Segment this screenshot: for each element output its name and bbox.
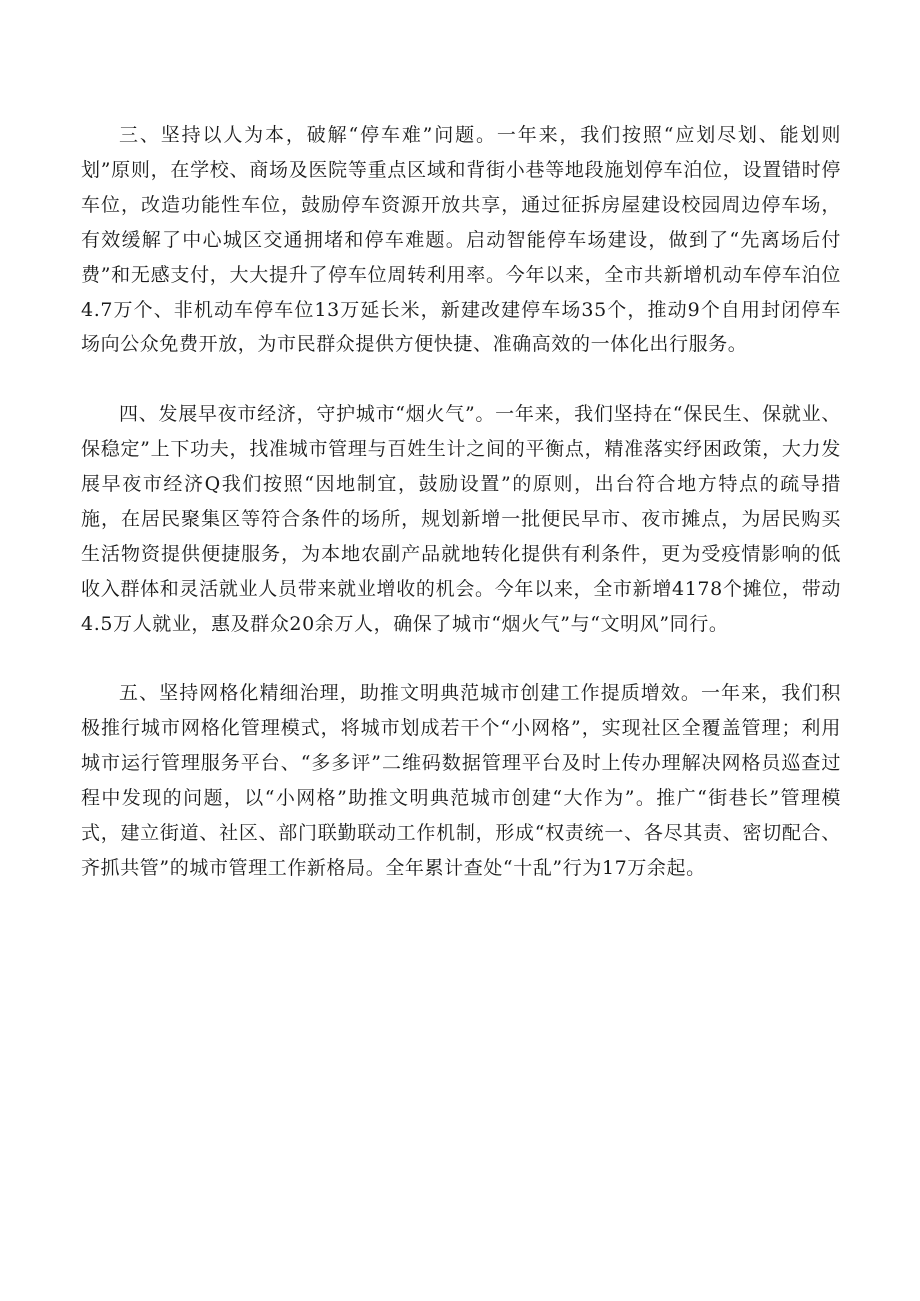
document-body (81, 118, 841, 886)
paragraph-parking: 三、坚持以人为本，破解“停车难”问题。一年来，我们按照“应划尽划、能划则划”原则，在学校、商场及医院等重点区域和背街小巷等地段施划停车泊位，设置错时停车位，改造功能性车位，鼓励停车资源开放共享，通过征拆房屋建设校园周边停车场，有效缓解了中心城区交通拥堵和停车难题。启动智能停车场建设，做到了“先离场后付费”和无感支付，大大提升了停车位周转利用率。今年以来，全市共新增机动车停车泊位4.7万个、非机动车停车位13万延长米，新建改建停车场35个，推动9个自用封闭停车场向公众免费开放，为市民群众提供方便快捷、准确高效的一体化出行服务。 (81, 124, 841, 356)
paragraph-grid-governance: 五、坚持网格化精细治理，助推文明典范城市创建工作提质增效。一年来，我们积极推行城市网格化管理模式，将城市划成若干个“小网格”，实现社区全覆盖管理；利用城市运行管理服务平台、“多多评”二维码数据管理平台及时上传办理解决网格员巡查过程中发现的问题，以“小网格”助推文明典范城市创建“大作为”。推广“街巷长”管理模式，建立街道、社区、部门联勤联动工作机制，形成“权责统一、各尽其责、密切配合、齐抓共管”的城市管理工作新格局。全年累计查处“十乱”行为17万余起。 (81, 682, 841, 879)
paragraph-night-market: 四、发展早夜市经济，守护城市“烟火气”。一年来，我们坚持在“保民生、保就业、保稳定”上下功夫，找准城市管理与百姓生计之间的平衡点，精准落实纾困政策，大力发展早夜市经济Q我们按照“因地制宜，鼓励设置”的原则，出台符合地方特点的疏导措施，在居民聚集区等符合条件的场所，规划新增一批便民早市、夜市摊点，为居民购买生活物资提供便捷服务，为本地农副产品就地转化提供有利条件，更为受疫情影响的低收入群体和灵活就业人员带来就业增收的机会。今年以来，全市新增4178个摊位，带动4.5万人就业，惠及群众20余万人，确保了城市“烟火气”与“文明风”同行。 (81, 403, 841, 635)
